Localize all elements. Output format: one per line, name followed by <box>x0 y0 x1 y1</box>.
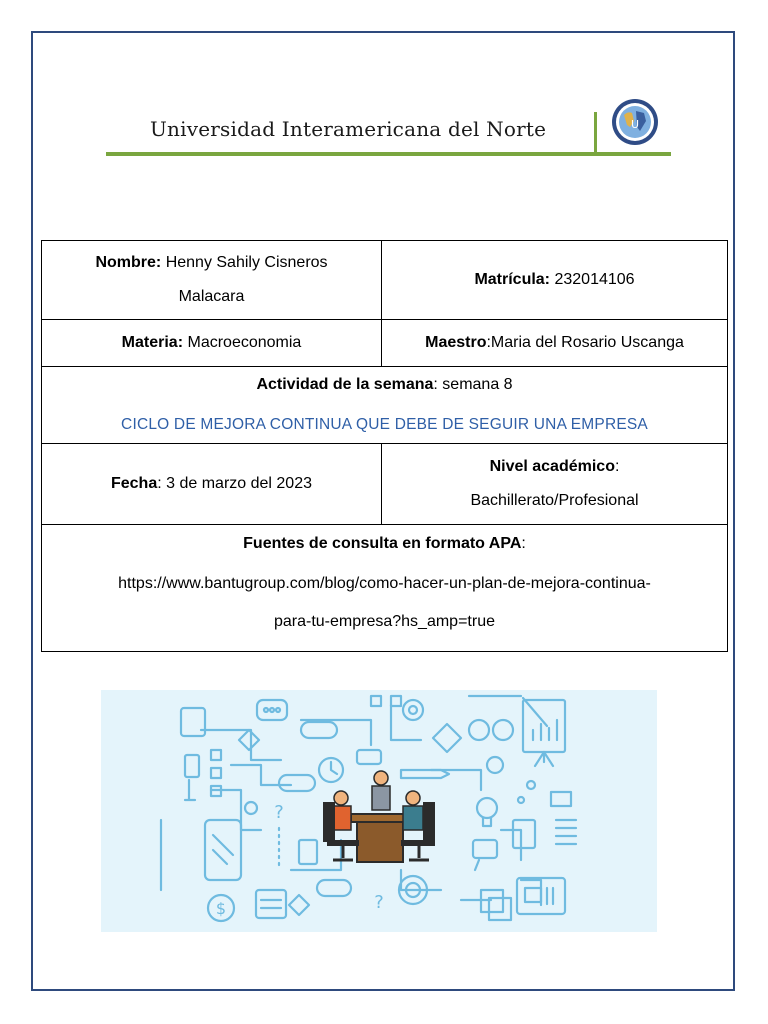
maestro-cell <box>382 320 728 367</box>
nivel-value: Bachillerato/Profesional <box>470 492 639 509</box>
materia-label: Materia: <box>121 334 184 351</box>
header-divider-tick <box>594 112 597 154</box>
university-seal-icon <box>610 97 660 147</box>
svg-text:?: ? <box>274 802 284 823</box>
fuentes-label: Fuentes de consulta en formato APA <box>243 535 522 552</box>
meeting-scene <box>323 771 435 862</box>
fecha-cell <box>42 444 382 525</box>
matricula-cell <box>382 241 728 320</box>
svg-text:?: ? <box>374 892 384 913</box>
nombre-value: Henny Sahily Cisneros <box>165 254 328 271</box>
materia-cell <box>42 320 382 367</box>
header-underline <box>106 152 671 156</box>
actividad-label: Actividad de la semana <box>256 376 434 393</box>
nivel-label: Nivel académico <box>489 458 615 475</box>
actividad-cell <box>42 367 728 444</box>
nombre-label: Nombre: <box>95 254 162 271</box>
maestro-value: :Maria del Rosario Uscanga <box>486 334 684 351</box>
matricula-value: 232014106 <box>554 271 635 288</box>
actividad-value: : semana 8 <box>433 376 513 393</box>
business-meeting-illustration-icon <box>101 690 657 932</box>
info-table <box>41 240 728 652</box>
activity-title: CICLO DE MEJORA CONTINUA QUE DEBE DE SEGUIR UNA EMPRESA <box>121 416 648 433</box>
university-title: Universidad Interamericana del Norte <box>150 117 547 141</box>
nivel-cell <box>382 444 728 525</box>
fecha-value: : 3 de marzo del 2023 <box>157 475 312 492</box>
maestro-label: Maestro <box>425 334 487 351</box>
fecha-label: Fecha <box>110 475 158 492</box>
fuentes-cell <box>42 525 728 652</box>
materia-value: Macroeconomia <box>187 334 302 351</box>
svg-text:U: U <box>630 118 640 131</box>
fuentes-url-cont: para-tu-empresa?hs_amp=true <box>273 613 495 630</box>
illustration-svg <box>101 690 657 932</box>
matricula-label: Matrícula: <box>474 271 551 288</box>
svg-text:$: $ <box>215 899 227 918</box>
fuentes-url: https://www.bantugroup.com/blog/como-hacer-un-plan-de-mejora-continua- <box>118 575 651 592</box>
nombre-value-cont: Malacara <box>178 288 245 305</box>
fuentes-colon: : <box>521 535 526 552</box>
nombre-cell <box>42 241 382 320</box>
nivel-colon: : <box>614 458 620 475</box>
